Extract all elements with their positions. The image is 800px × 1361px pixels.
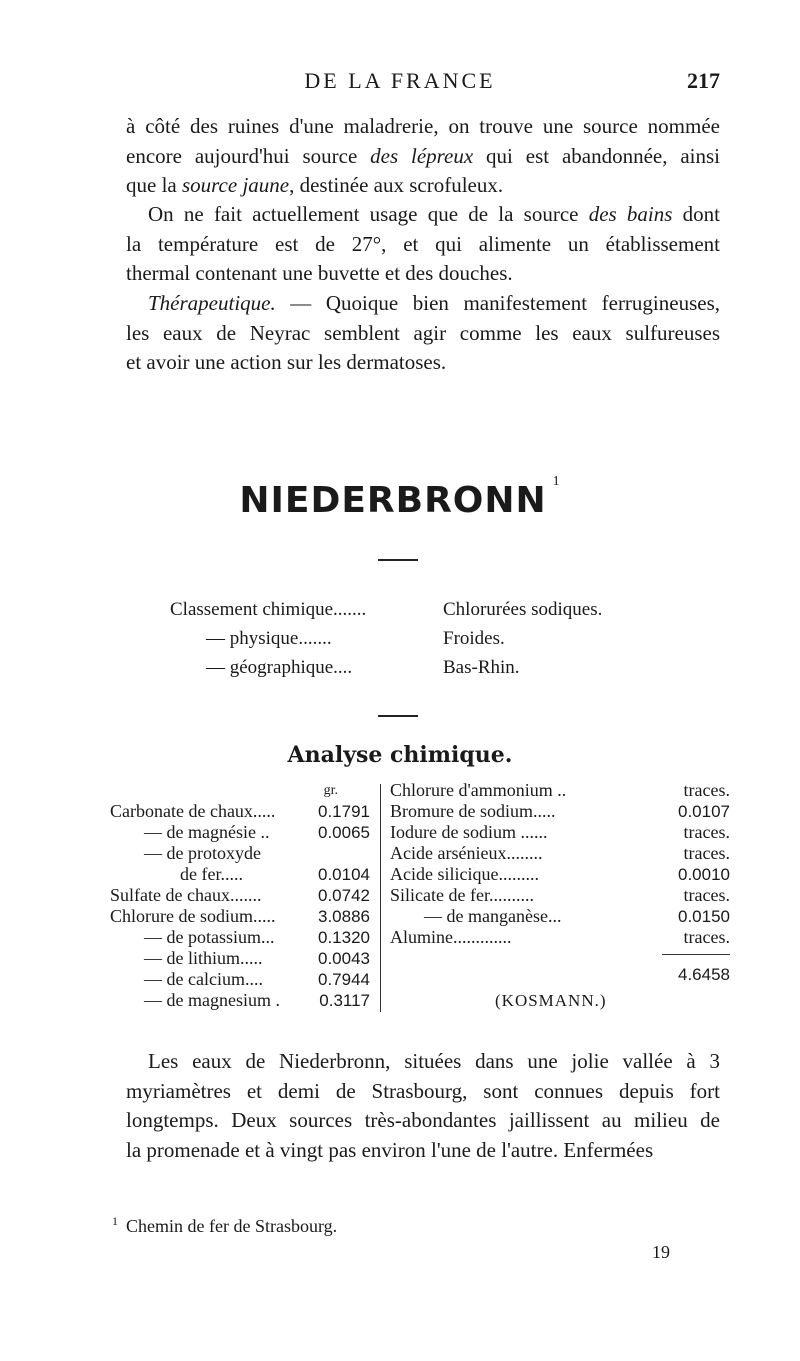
text-line <box>126 200 720 230</box>
signature-mark: 19 <box>652 1242 670 1262</box>
italic-text: source jaune <box>181 173 290 197</box>
text-line <box>126 1077 720 1107</box>
roman-text: et avoir une action sur les dermatoses. <box>126 350 447 374</box>
text-line <box>126 230 720 260</box>
roman-text: On ne fait actuellement usage que de la source <box>148 202 589 226</box>
compound-name: — de magnésie .. <box>144 822 270 842</box>
section-title-text: NIEDERBRONN <box>239 480 547 521</box>
analysis-row <box>110 969 380 990</box>
roman-text: qui est abandonnée, ainsi <box>473 143 721 168</box>
compound-value: 0.0150 <box>678 907 730 926</box>
analysis-row <box>390 885 730 906</box>
compound-name: Sulfate de chaux....... <box>110 885 262 905</box>
compound-name: — de magnesium . <box>144 990 280 1010</box>
classement-row <box>170 595 690 624</box>
classement-value: Chlorurées sodiques. <box>443 599 603 620</box>
compound-value: traces. <box>683 843 730 863</box>
compound-value: 0.1320 <box>318 928 370 947</box>
compound-name: de fer..... <box>180 864 243 884</box>
italic-text: Thérapeutique. <box>148 291 276 315</box>
compound-value: 0.7944 <box>318 970 370 989</box>
classement-label: — physique....... <box>206 628 332 649</box>
analysis-title: Analyse chimique. <box>287 742 513 768</box>
roman-text: que la <box>126 173 182 197</box>
running-title: DE LA FRANCE <box>304 68 496 93</box>
analysis-row <box>110 948 380 969</box>
divider-rule <box>378 715 418 717</box>
classement-label: — géographique.... <box>206 657 353 678</box>
text-line <box>126 319 720 349</box>
roman-text: dont <box>672 202 720 226</box>
text-line <box>126 112 720 142</box>
classement-value: Bas-Rhin. <box>443 657 520 678</box>
compound-value: 3.0886 <box>318 907 370 926</box>
analysis-row <box>390 843 730 864</box>
italic-text: des lépreux <box>370 143 474 168</box>
compound-name: — de manganèse... <box>424 906 562 926</box>
compound-name: Acide silicique......... <box>390 864 539 884</box>
compound-name: — de protoxyde <box>144 843 261 863</box>
compound-name: Chlorure d'ammonium .. <box>390 780 567 800</box>
text-line <box>126 259 720 289</box>
roman-text: les eaux de Neyrac semblent agir comme les eaux sulfureuses <box>126 320 720 345</box>
compound-value: 0.0107 <box>678 802 730 821</box>
section-footnote-mark: 1 <box>552 474 561 489</box>
bains-paragraph <box>126 200 720 289</box>
analysis-right-column <box>390 780 730 1010</box>
compound-name: Acide arsénieux........ <box>390 843 543 863</box>
analysis-row <box>390 864 730 885</box>
compound-name: Iodure de sodium ...... <box>390 822 548 842</box>
total-rule <box>662 954 730 955</box>
compound-name: — de calcium.... <box>144 969 263 989</box>
analysis-source: (KOSMANN.) <box>495 991 607 1010</box>
compound-name: Alumine............. <box>390 927 512 947</box>
roman-text: myriamètres et demi de Strasbourg, sont connues depuis fort <box>126 1078 720 1103</box>
compound-value: traces. <box>683 822 730 842</box>
analysis-row <box>110 864 380 885</box>
therapeutique-paragraph <box>126 289 720 378</box>
compound-value: 0.0043 <box>318 949 370 968</box>
compound-value: 0.0010 <box>678 865 730 884</box>
section-title <box>80 474 720 521</box>
compound-name: Chlorure de sodium..... <box>110 906 276 926</box>
text-line <box>126 171 720 201</box>
unit-row <box>110 780 380 801</box>
classement-value: Froides. <box>443 628 505 649</box>
running-head <box>80 68 720 98</box>
analysis-row <box>390 927 730 948</box>
analysis-row <box>110 927 380 948</box>
classement-row <box>170 624 690 653</box>
compound-name: Silicate de fer.......... <box>390 885 534 905</box>
analysis-row <box>110 990 380 1011</box>
compound-value: 0.0104 <box>318 865 370 884</box>
compound-name: Carbonate de chaux..... <box>110 801 276 821</box>
compound-name: — de potassium... <box>144 927 275 947</box>
compound-name: — de lithium..... <box>144 948 263 968</box>
italic-text: des bains <box>588 202 673 226</box>
roman-text: — Quoique bien manifestement ferrugineuses, <box>275 291 720 315</box>
analysis-row <box>390 822 730 843</box>
text-line <box>126 1047 720 1077</box>
analysis-row <box>390 906 730 927</box>
column-divider <box>380 784 381 1012</box>
analysis-row <box>110 885 380 906</box>
text-line <box>126 289 720 319</box>
compound-value: 0.1791 <box>318 802 370 821</box>
niederbronn-paragraph <box>126 1047 720 1165</box>
footnote-text: Chemin de fer de Strasbourg. <box>126 1216 338 1236</box>
footnote <box>112 1214 337 1237</box>
text-line <box>126 1136 720 1166</box>
page-number: 217 <box>687 68 720 93</box>
compound-value: traces. <box>683 885 730 905</box>
roman-text: à côté des ruines d'une maladrerie, on trouve une source nommée <box>126 114 720 138</box>
compound-name: Bromure de sodium..... <box>390 801 556 821</box>
classement-row <box>170 653 690 682</box>
text-line <box>126 142 720 172</box>
analysis-row <box>390 780 730 801</box>
analysis-row <box>390 801 730 822</box>
intro-paragraph <box>126 112 720 201</box>
roman-text: la promenade et à vingt pas environ l'une de l'autre. Enfermées <box>126 1137 654 1162</box>
analysis-row <box>110 906 380 927</box>
total-value: 4.6458 <box>678 965 730 984</box>
compound-value: 0.0065 <box>318 823 370 842</box>
text-line <box>126 348 720 378</box>
classement-label: Classement chimique....... <box>170 599 367 620</box>
footnote-mark: 1 <box>112 1214 118 1228</box>
analysis-left-column <box>110 780 380 1011</box>
roman-text: encore aujourd'hui source <box>126 143 371 168</box>
roman-text: longtemps. Deux sources très-abondantes jaillissent au milieu de <box>126 1108 720 1132</box>
roman-text: , destinée aux scrofuleux. <box>289 173 504 197</box>
compound-value: 0.0742 <box>318 886 370 905</box>
divider-rule <box>378 559 418 561</box>
analysis-row <box>110 843 380 864</box>
analysis-row <box>110 801 380 822</box>
compound-value: 0.3117 <box>319 991 370 1010</box>
text-line <box>126 1106 720 1136</box>
compound-value: traces. <box>683 780 730 800</box>
analysis-row <box>110 822 380 843</box>
roman-text: thermal contenant une buvette et des douches. <box>126 261 513 285</box>
roman-text: la température est de 27°, et qui alimente un établissement <box>126 231 720 256</box>
roman-text: Les eaux de Niederbronn, situées dans une jolie vallée à 3 <box>148 1049 720 1073</box>
unit-label: gr. <box>323 783 338 798</box>
compound-value: traces. <box>683 927 730 947</box>
classement-block <box>170 595 690 682</box>
